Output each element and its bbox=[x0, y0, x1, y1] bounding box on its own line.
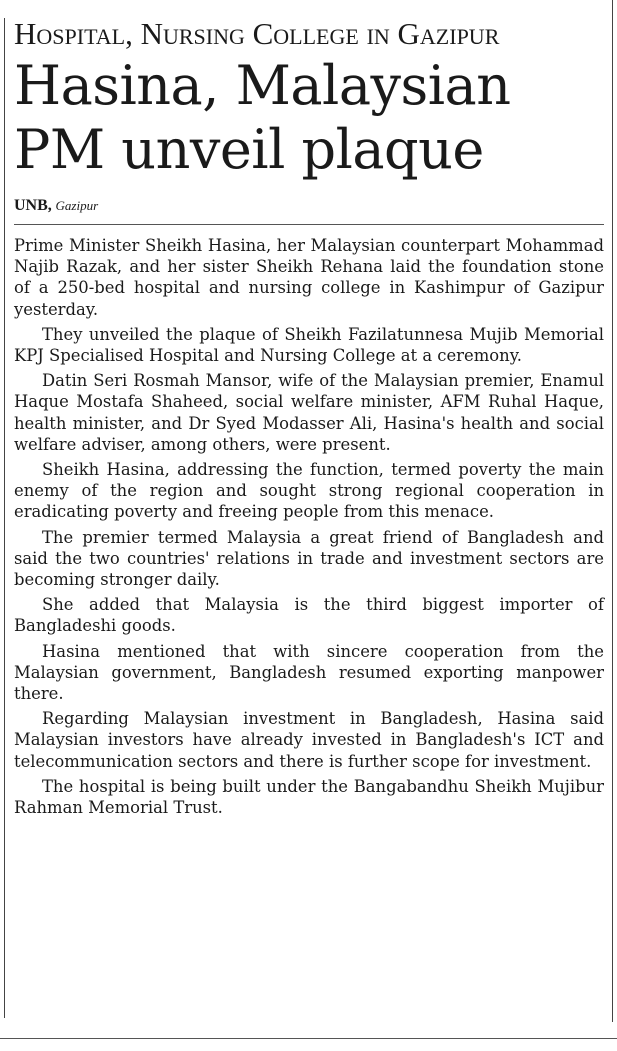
right-column-rule bbox=[612, 0, 613, 1022]
paragraph-2: They unveiled the plaque of Sheikh Fazilatunnesa Mujib Memorial KPJ Specialised Hospital and Nursing College at a ceremony. bbox=[14, 324, 604, 366]
article-body bbox=[14, 235, 604, 818]
headline-line-2: PM unveil plaque bbox=[14, 118, 484, 181]
byline bbox=[14, 196, 604, 225]
byline-agency: UNB, bbox=[14, 197, 52, 214]
kicker: Hospital, Nursing College in Gazipur bbox=[14, 16, 500, 51]
byline-place: Gazipur bbox=[55, 198, 99, 213]
paragraph-8: Regarding Malaysian investment in Bangladesh, Hasina said Malaysian investors have already invested in Bangladesh's ICT and telecommunication sectors and there is further scope for investment. bbox=[14, 709, 604, 771]
paragraph-7: Hasina mentioned that with sincere cooperation from the Malaysian government, Bangladesh resumed exporting manpower there. bbox=[14, 641, 604, 704]
headline-line-1: Hasina, Malaysian bbox=[14, 54, 511, 117]
left-column-rule bbox=[4, 18, 5, 1018]
paragraph-5: The premier termed Malaysia a great friend of Bangladesh and said the two countries' relations in trade and investment sectors are becoming stronger daily. bbox=[14, 527, 604, 590]
paragraph-1: Prime Minister Sheikh Hasina, her Malaysian counterpart Mohammad Najib Razak, and her sister Sheikh Rehana laid the foundation stone of a 250-bed hospital and nursing college in Kashimpur of Gazipur yesterday. bbox=[14, 236, 604, 319]
article bbox=[14, 14, 604, 822]
headline bbox=[14, 54, 604, 182]
paragraph-9: The hospital is being built under the Bangabandhu Sheikh Mujibur Rahman Memorial Trust. bbox=[14, 776, 604, 818]
paragraph-6: She added that Malaysia is the third biggest importer of Bangladeshi goods. bbox=[14, 595, 604, 636]
bottom-rule bbox=[0, 1038, 617, 1039]
paragraph-4: Sheikh Hasina, addressing the function, termed poverty the main enemy of the region and sought strong regional cooperation in eradicating poverty and freeing people from this menace. bbox=[14, 460, 604, 522]
paragraph-3: Datin Seri Rosmah Mansor, wife of the Malaysian premier, Enamul Haque Mostafa Shaheed, social welfare minister, AFM Ruhal Haque, health minister, and Dr Syed Modasser Ali, Hasina's health and social welfare adviser, among others, were present. bbox=[14, 371, 604, 454]
